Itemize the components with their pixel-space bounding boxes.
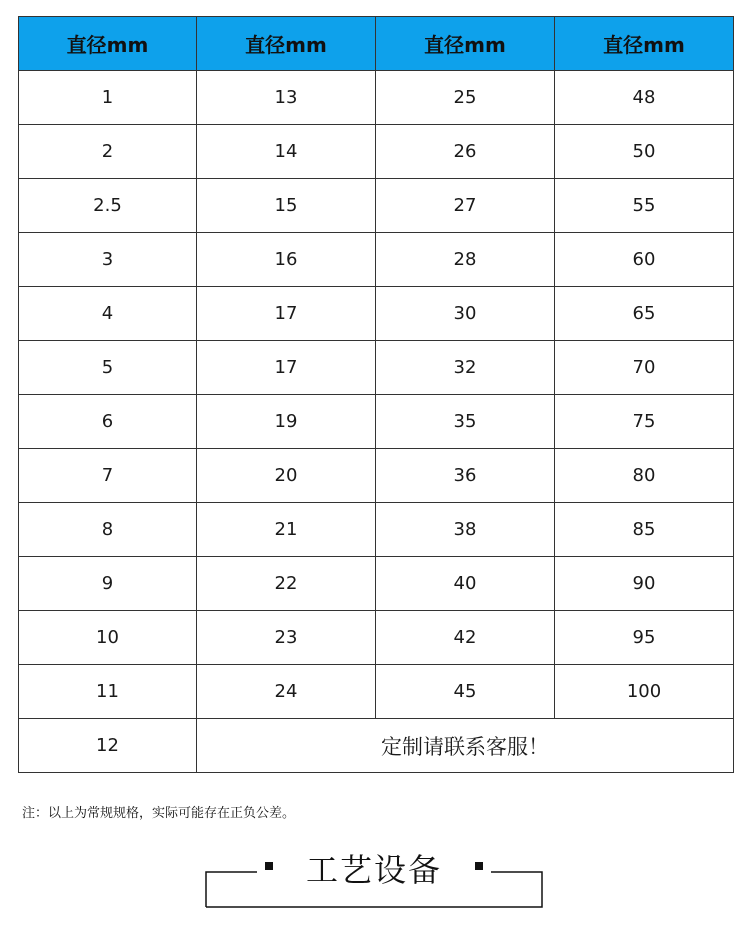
- table-cell: 28: [376, 233, 555, 287]
- table-cell: 7: [19, 449, 197, 503]
- table-cell: 85: [555, 503, 734, 557]
- table-cell: 20: [197, 449, 376, 503]
- table-cell: 25: [376, 71, 555, 125]
- banner-title: 工艺设备: [305, 851, 442, 889]
- table-cell: 27: [376, 179, 555, 233]
- table-cell: 12: [19, 719, 197, 773]
- table-cell: 9: [19, 557, 197, 611]
- table-row: [19, 341, 734, 395]
- table-cell: 95: [555, 611, 734, 665]
- diameter-spec-table: [18, 16, 734, 773]
- table-cell: 45: [376, 665, 555, 719]
- table-cell: 30: [376, 287, 555, 341]
- table-row: [19, 449, 734, 503]
- table-row: [19, 557, 734, 611]
- table-cell: 48: [555, 71, 734, 125]
- table-cell: 16: [197, 233, 376, 287]
- table-row: [19, 503, 734, 557]
- table-row: [19, 287, 734, 341]
- table-cell: 4: [19, 287, 197, 341]
- table-row: [19, 71, 734, 125]
- table-row: [19, 719, 734, 773]
- table-cell: 11: [19, 665, 197, 719]
- table-cell: 21: [197, 503, 376, 557]
- table-cell: 50: [555, 125, 734, 179]
- table-cell: 6: [19, 395, 197, 449]
- column-header: 直径mm: [197, 17, 376, 71]
- custom-order-note: 定制请联系客服！: [197, 719, 734, 773]
- table-cell: 32: [376, 341, 555, 395]
- table-cell: 26: [376, 125, 555, 179]
- table-row: [19, 665, 734, 719]
- table-cell: 60: [555, 233, 734, 287]
- table-cell: 65: [555, 287, 734, 341]
- table-cell: 42: [376, 611, 555, 665]
- table-cell: 38: [376, 503, 555, 557]
- table-row: [19, 395, 734, 449]
- table-cell: 17: [197, 341, 376, 395]
- table-cell: 2: [19, 125, 197, 179]
- table-cell: 15: [197, 179, 376, 233]
- table-cell: 80: [555, 449, 734, 503]
- table-cell: 23: [197, 611, 376, 665]
- table-cell: 100: [555, 665, 734, 719]
- table-cell: 1: [19, 71, 197, 125]
- table-cell: 22: [197, 557, 376, 611]
- table-cell: 75: [555, 395, 734, 449]
- column-header: 直径mm: [19, 17, 197, 71]
- table-row: [19, 611, 734, 665]
- table-cell: 70: [555, 341, 734, 395]
- table-cell: 3: [19, 233, 197, 287]
- table-row: [19, 125, 734, 179]
- table-cell: 24: [197, 665, 376, 719]
- table-cell: 2.5: [19, 179, 197, 233]
- column-header: 直径mm: [376, 17, 555, 71]
- table-row: [19, 179, 734, 233]
- tolerance-footnote: 注：以上为常规规格，实际可能存在正负公差。: [22, 806, 296, 821]
- table-cell: 35: [376, 395, 555, 449]
- table-cell: 40: [376, 557, 555, 611]
- table-cell: 5: [19, 341, 197, 395]
- column-header: 直径mm: [555, 17, 734, 71]
- table-cell: 90: [555, 557, 734, 611]
- table-cell: 55: [555, 179, 734, 233]
- table-cell: 10: [19, 611, 197, 665]
- table-cell: 17: [197, 287, 376, 341]
- table-cell: 36: [376, 449, 555, 503]
- table-row: [19, 233, 734, 287]
- table-header-row: [19, 17, 734, 71]
- table-cell: 8: [19, 503, 197, 557]
- table-cell: 13: [197, 71, 376, 125]
- table-cell: 19: [197, 395, 376, 449]
- section-banner: [205, 852, 543, 908]
- table-cell: 14: [197, 125, 376, 179]
